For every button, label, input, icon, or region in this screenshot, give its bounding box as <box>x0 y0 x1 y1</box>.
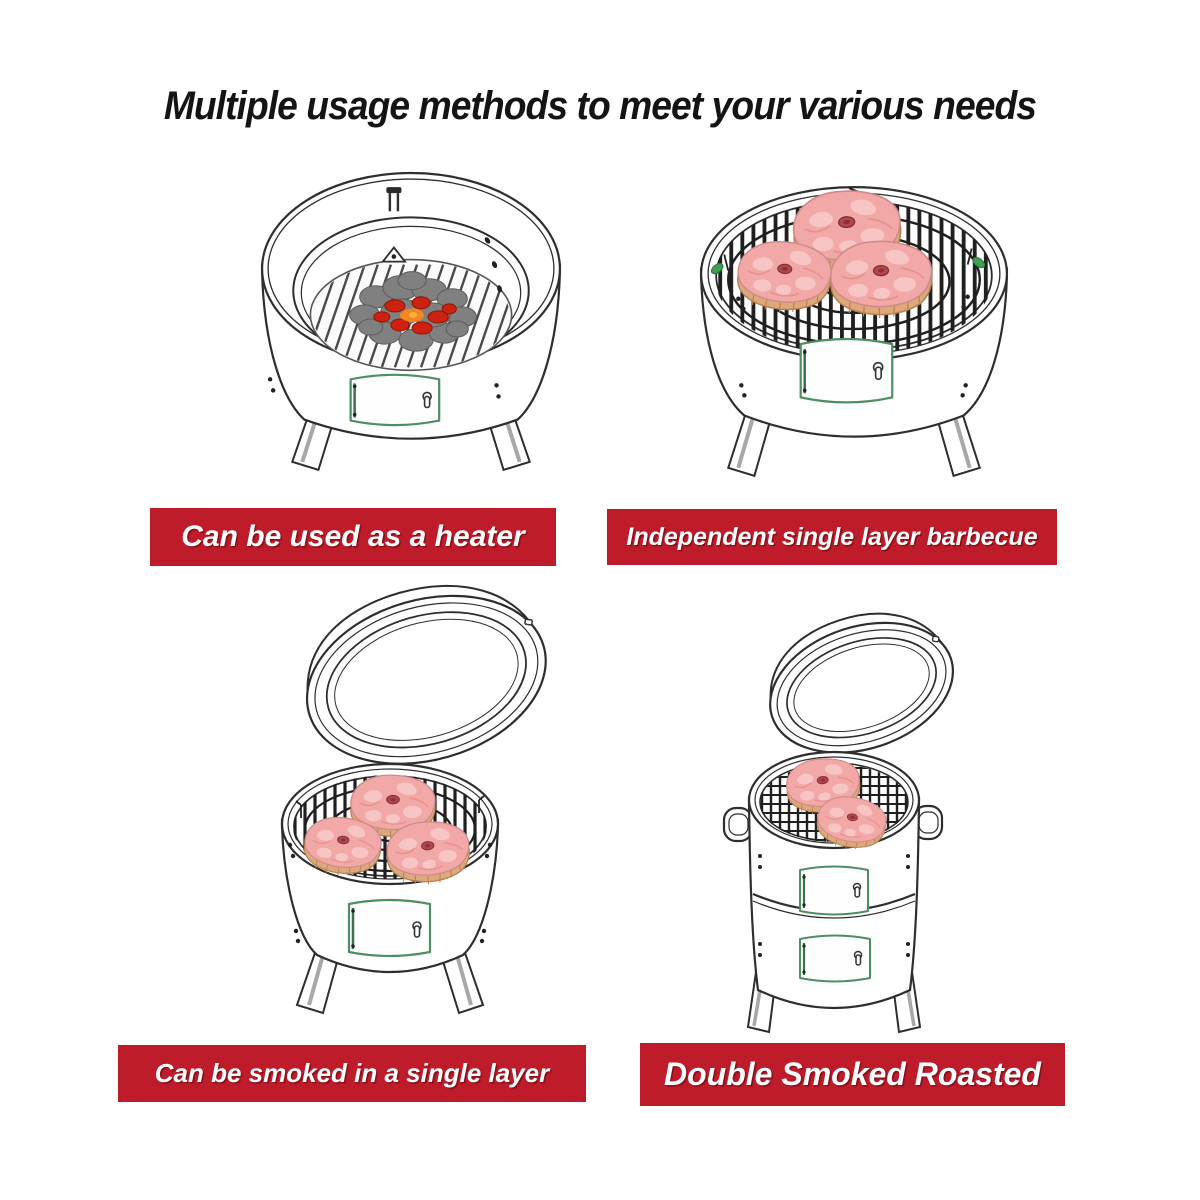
access-door <box>801 339 893 402</box>
caption-single-smoker <box>118 1045 586 1102</box>
caption-text: Can be smoked in a single layer <box>154 1058 550 1088</box>
grill-lid <box>284 577 566 790</box>
lower-access-door <box>800 936 870 982</box>
caption-text: Independent single layer barbecue <box>626 522 1038 551</box>
door-keyhole-latch <box>423 392 431 407</box>
heater-grill-illustration <box>250 166 572 488</box>
single-layer-smoker-illustration <box>257 577 592 1040</box>
grill-lid <box>750 591 970 775</box>
door-keyhole-latch <box>874 363 883 380</box>
caption-text: Can be used as a heater <box>181 520 525 553</box>
upper-access-door <box>800 867 868 915</box>
lid-vent <box>525 619 533 625</box>
caption-heater <box>150 508 556 566</box>
caption-text: Double Smoked Roasted <box>664 1056 1041 1092</box>
door-keyhole-latch <box>413 922 421 937</box>
single-layer-barbecue-illustration <box>688 180 1020 492</box>
page-title-text: Multiple usage methods to meet your various needs <box>163 84 1037 128</box>
door-keyhole-latch <box>855 952 862 966</box>
caption-single-barbecue <box>607 509 1057 565</box>
lid-vent <box>932 636 939 642</box>
access-door <box>349 900 430 956</box>
caption-double-smoker <box>640 1043 1065 1106</box>
page-title <box>0 84 1200 129</box>
access-door <box>351 375 440 425</box>
double-smoker-illustration <box>718 588 1048 1040</box>
door-keyhole-latch <box>854 884 861 898</box>
